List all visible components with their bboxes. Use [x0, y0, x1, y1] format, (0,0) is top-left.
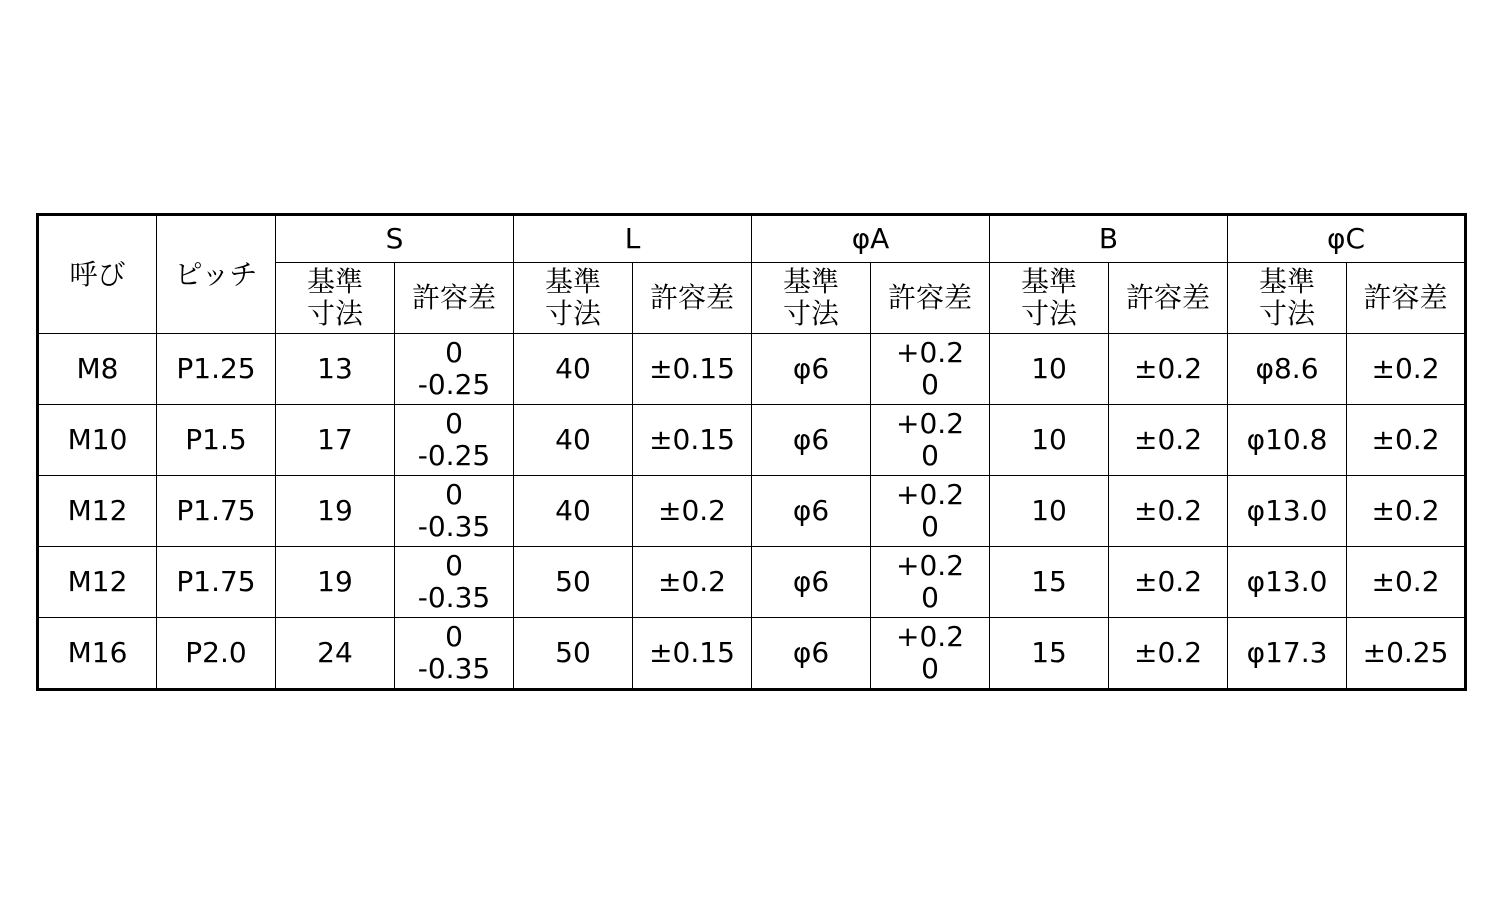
- cell-a-tol: [871, 405, 990, 476]
- cell-a-base: φ6: [752, 547, 871, 618]
- tol-lower: -0.25: [417, 439, 491, 472]
- cell-c-base: φ17.3: [1228, 618, 1347, 690]
- cell-l-base: 40: [514, 476, 633, 547]
- table-row: [38, 618, 1466, 690]
- cell-b-tol: ±0.2: [1109, 618, 1228, 690]
- cell-pitch: P2.0: [157, 618, 276, 690]
- cell-c-base: φ10.8: [1228, 405, 1347, 476]
- tol-upper: 0: [445, 620, 463, 653]
- table-row: [38, 405, 1466, 476]
- tol-lower: -0.35: [417, 652, 491, 685]
- cell-l-base: 40: [514, 334, 633, 405]
- tol-upper: 0: [445, 407, 463, 440]
- tol-upper: +0.2: [896, 336, 965, 369]
- cell-s-base: 24: [276, 618, 395, 690]
- cell-a-base: φ6: [752, 405, 871, 476]
- cell-b-base: 10: [990, 334, 1109, 405]
- header-c-base: [1228, 263, 1347, 334]
- cell-b-tol: ±0.2: [1109, 476, 1228, 547]
- header-l-tol: 許容差: [633, 263, 752, 334]
- table-row: [38, 334, 1466, 405]
- header-base-line2: 寸法: [544, 297, 601, 330]
- cell-c-tol: ±0.2: [1347, 405, 1466, 476]
- cell-c-base: φ13.0: [1228, 547, 1347, 618]
- cell-l-tol: ±0.2: [633, 476, 752, 547]
- cell-s-base: 19: [276, 547, 395, 618]
- cell-c-tol: ±0.2: [1347, 547, 1466, 618]
- header-base-line1: 基準: [1021, 265, 1078, 298]
- tol-upper: +0.2: [896, 407, 965, 440]
- header-b-tol: 許容差: [1109, 263, 1228, 334]
- header-base-line1: 基準: [1259, 265, 1316, 298]
- cell-a-tol: [871, 476, 990, 547]
- header-b-base: [990, 263, 1109, 334]
- cell-c-tol: ±0.2: [1347, 334, 1466, 405]
- header-base-line2: 寸法: [1259, 297, 1316, 330]
- header-a-tol: 許容差: [871, 263, 990, 334]
- cell-s-base: 19: [276, 476, 395, 547]
- cell-pitch: P1.25: [157, 334, 276, 405]
- header-c-tol: 許容差: [1347, 263, 1466, 334]
- tol-lower: 0: [921, 581, 939, 614]
- cell-l-base: 40: [514, 405, 633, 476]
- tol-upper: 0: [445, 478, 463, 511]
- tol-upper: +0.2: [896, 478, 965, 511]
- cell-nominal: M12: [38, 547, 157, 618]
- tol-lower: -0.25: [417, 368, 491, 401]
- header-group-a: φA: [752, 215, 990, 263]
- table-row: [38, 547, 1466, 618]
- tol-upper: 0: [445, 549, 463, 582]
- header-s-base: [276, 263, 395, 334]
- tol-lower: 0: [921, 510, 939, 543]
- header-base-line1: 基準: [544, 265, 601, 298]
- tol-lower: -0.35: [417, 581, 491, 614]
- cell-b-base: 10: [990, 476, 1109, 547]
- cell-s-tol: [395, 547, 514, 618]
- cell-a-base: φ6: [752, 618, 871, 690]
- cell-pitch: P1.75: [157, 476, 276, 547]
- cell-l-tol: ±0.2: [633, 547, 752, 618]
- cell-s-base: 13: [276, 334, 395, 405]
- cell-b-base: 15: [990, 547, 1109, 618]
- cell-s-base: 17: [276, 405, 395, 476]
- cell-nominal: M10: [38, 405, 157, 476]
- cell-c-tol: ±0.2: [1347, 476, 1466, 547]
- cell-s-tol: [395, 405, 514, 476]
- header-base-line1: 基準: [306, 265, 363, 298]
- cell-b-tol: ±0.2: [1109, 547, 1228, 618]
- cell-nominal: M8: [38, 334, 157, 405]
- tol-lower: -0.35: [417, 510, 491, 543]
- cell-a-tol: [871, 547, 990, 618]
- tol-lower: 0: [921, 368, 939, 401]
- cell-l-tol: ±0.15: [633, 405, 752, 476]
- header-group-l: L: [514, 215, 752, 263]
- cell-a-base: φ6: [752, 476, 871, 547]
- cell-l-base: 50: [514, 618, 633, 690]
- tol-upper: 0: [445, 336, 463, 369]
- cell-a-base: φ6: [752, 334, 871, 405]
- cell-l-base: 50: [514, 547, 633, 618]
- tol-lower: 0: [921, 652, 939, 685]
- cell-a-tol: [871, 618, 990, 690]
- cell-l-tol: ±0.15: [633, 334, 752, 405]
- cell-a-tol: [871, 334, 990, 405]
- cell-b-tol: ±0.2: [1109, 334, 1228, 405]
- header-base-line2: 寸法: [783, 297, 840, 330]
- header-group-s: S: [276, 215, 514, 263]
- tol-lower: 0: [921, 439, 939, 472]
- cell-s-tol: [395, 334, 514, 405]
- cell-pitch: P1.75: [157, 547, 276, 618]
- tol-upper: +0.2: [896, 620, 965, 653]
- cell-b-base: 15: [990, 618, 1109, 690]
- cell-nominal: M16: [38, 618, 157, 690]
- header-group-c: φC: [1228, 215, 1466, 263]
- header-row-groups: [38, 215, 1466, 263]
- cell-b-tol: ±0.2: [1109, 405, 1228, 476]
- header-group-b: B: [990, 215, 1228, 263]
- header-base-line2: 寸法: [1021, 297, 1078, 330]
- cell-s-tol: [395, 618, 514, 690]
- tol-upper: +0.2: [896, 549, 965, 582]
- cell-nominal: M12: [38, 476, 157, 547]
- cell-l-tol: ±0.15: [633, 618, 752, 690]
- header-a-base: [752, 263, 871, 334]
- header-l-base: [514, 263, 633, 334]
- spec-table: [36, 213, 1467, 691]
- header-base-line2: 寸法: [306, 297, 363, 330]
- header-s-tol: 許容差: [395, 263, 514, 334]
- table-row: [38, 476, 1466, 547]
- cell-c-base: φ8.6: [1228, 334, 1347, 405]
- header-base-line1: 基準: [783, 265, 840, 298]
- cell-b-base: 10: [990, 405, 1109, 476]
- cell-c-base: φ13.0: [1228, 476, 1347, 547]
- cell-c-tol: ±0.25: [1347, 618, 1466, 690]
- cell-pitch: P1.5: [157, 405, 276, 476]
- header-pitch: ピッチ: [157, 215, 276, 334]
- cell-s-tol: [395, 476, 514, 547]
- header-nominal: 呼び: [38, 215, 157, 334]
